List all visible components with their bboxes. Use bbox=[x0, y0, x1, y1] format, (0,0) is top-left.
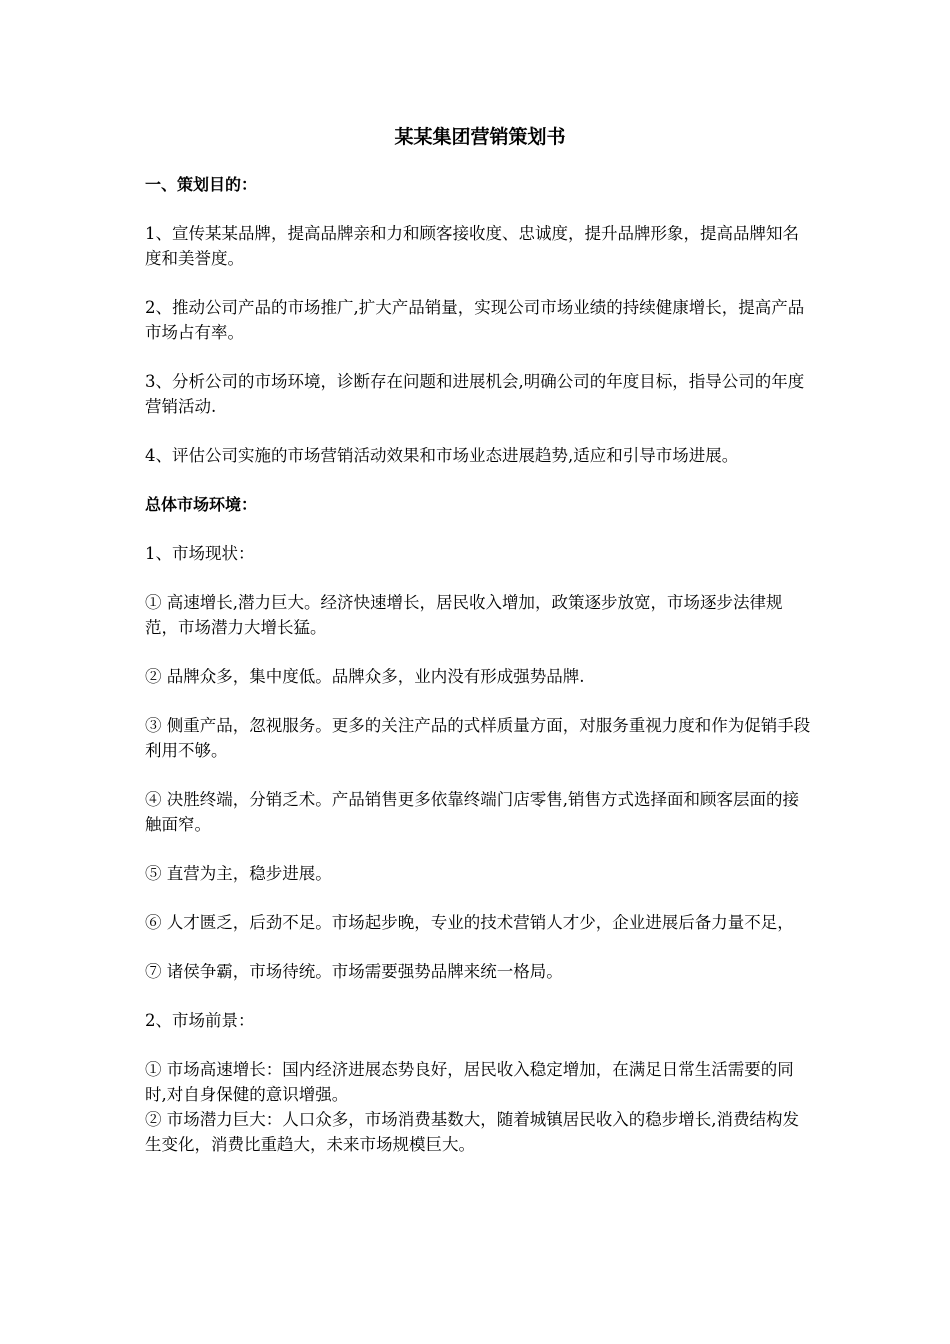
market-status-item: ⑥ 人才匮乏，后劲不足。市场起步晚，专业的技术营销人才少，企业进展后备力量不足， bbox=[145, 913, 794, 932]
subsection-heading-market-outlook: 2、市场前景： bbox=[145, 1011, 255, 1030]
market-status-item: ⑦ 诸侯争霸，市场待统。市场需要强势品牌来统一格局。 bbox=[145, 962, 563, 981]
purpose-item: 4、评估公司实施的市场营销活动效果和市场业态进展趋势,适应和引导市场进展。 bbox=[145, 446, 739, 465]
market-status-item: ⑤ 直营为主，稳步进展。 bbox=[145, 864, 332, 883]
market-status-item: ① 高速增长,潜力巨大。经济快速增长，居民收入增加，政策逐步放宽，市场逐步法律规范，市场潜力大增长猛。 bbox=[145, 593, 783, 637]
document-title: 某某集团营销策划书 bbox=[394, 126, 566, 148]
market-status-item: ② 品牌众多，集中度低。品牌众多，业内没有形成强势品牌. bbox=[145, 667, 585, 686]
purpose-item: 1、宣传某某品牌，提高品牌亲和力和顾客接收度、忠诚度，提升品牌形象，提高品牌知名度和美誉度。 bbox=[145, 224, 799, 268]
section-heading-purpose: 一、策划目的： bbox=[145, 175, 258, 194]
section-heading-market-environment: 总体市场环境： bbox=[145, 495, 258, 514]
market-status-item: ④ 决胜终端，分销乏术。产品销售更多依靠终端门店零售,销售方式选择面和顾客层面的接触面窄。 bbox=[145, 790, 799, 834]
document-page bbox=[145, 122, 815, 1157]
subsection-heading-market-status: 1、市场现状： bbox=[145, 544, 255, 563]
purpose-item: 3、分析公司的市场环境，诊断存在问题和进展机会,明确公司的年度目标，指导公司的年度营销活动. bbox=[145, 372, 805, 416]
market-outlook-item: ② 市场潜力巨大：人口众多，市场消费基数大，随着城镇居民收入的稳步增长,消费结构发生变化，消费比重趋大，未来市场规模巨大。 bbox=[145, 1110, 799, 1154]
purpose-item: 2、推动公司产品的市场推广,扩大产品销量，实现公司市场业绩的持续健康增长，提高产品市场占有率。 bbox=[145, 298, 805, 342]
market-outlook-item: ① 市场高速增长：国内经济进展态势良好，居民收入稳定增加，在满足日常生活需要的同时,对自身保健的意识增强。 bbox=[145, 1060, 794, 1104]
market-status-item: ③ 侧重产品，忽视服务。更多的关注产品的式样质量方面，对服务重视力度和作为促销手段利用不够。 bbox=[145, 716, 811, 760]
